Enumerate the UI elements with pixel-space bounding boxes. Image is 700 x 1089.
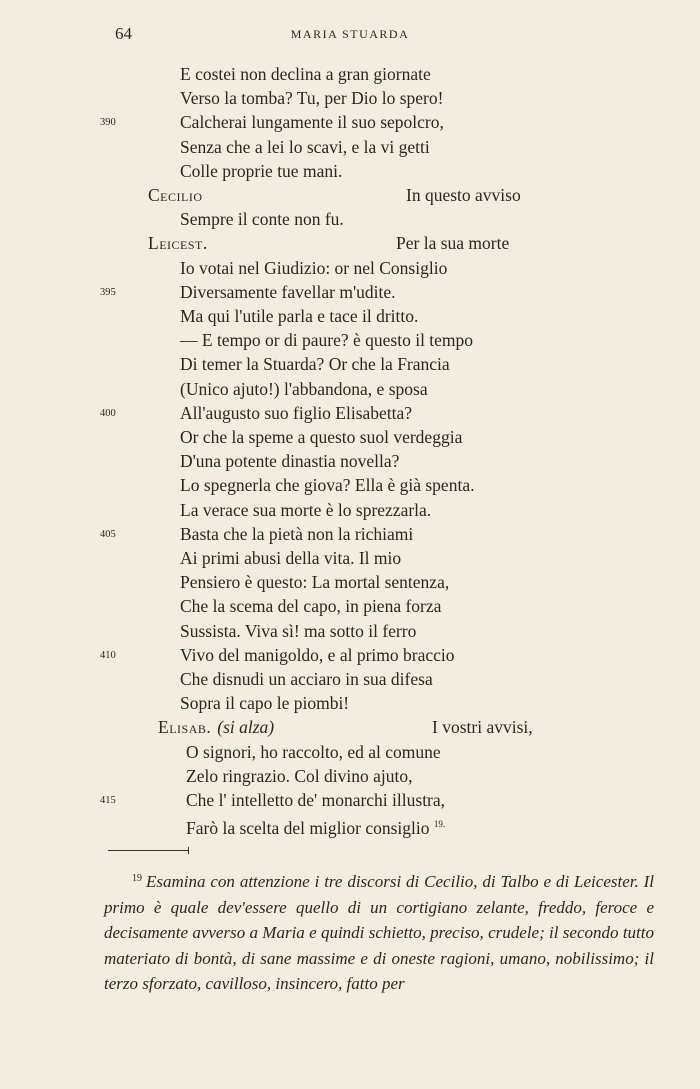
verse-line bbox=[0, 110, 700, 134]
speaker-name bbox=[148, 231, 208, 255]
verse-text-line bbox=[180, 498, 431, 522]
verse-words: Ai primi abusi della vita. Il mio bbox=[180, 548, 402, 568]
verse-words: E costei non declina a gran giornate bbox=[180, 64, 431, 84]
verse-text-line bbox=[180, 667, 433, 691]
verse-text-line bbox=[180, 256, 447, 280]
footnote bbox=[104, 866, 654, 997]
verse-continuation: In questo avviso bbox=[406, 185, 521, 205]
verse-text-line bbox=[180, 546, 401, 570]
verse-words: Che la scema del capo, in piena forza bbox=[180, 596, 442, 617]
verse-words: O signori, ho raccolto, ed al comune bbox=[186, 741, 441, 762]
line-number: 415 bbox=[100, 795, 116, 806]
verse-line bbox=[0, 280, 700, 304]
verse-line bbox=[0, 715, 700, 739]
verse-line bbox=[0, 256, 700, 280]
verse-text-line bbox=[180, 619, 416, 643]
verse-text-line bbox=[180, 522, 413, 546]
footnote-rule bbox=[108, 850, 188, 851]
verse-words: Diversamente favellar m'udite. bbox=[180, 281, 396, 302]
verse-text-line bbox=[180, 304, 418, 328]
verse-text-line bbox=[180, 328, 473, 352]
verse-line bbox=[0, 159, 700, 183]
verse-line bbox=[0, 788, 700, 812]
stage-direction: (si alza) bbox=[217, 717, 275, 738]
running-title: MARIA STUARDA bbox=[290, 27, 410, 41]
footnote-text: Esamina con attenzione i tre discorsi di Cecilio, di Talbo e di Leicester. Il primo è quale dev'essere quello di un cortigiano zelante, freddo, feroce e decisamente avverso a Maria e quindi schietto, preciso, crudele; il secondo tutto materiato di bontà, di sane massime e di oneste ragioni, umano, nobilissimo; il terzo sforzato, cavilloso, insincero, fatto per bbox=[104, 872, 654, 993]
speaker-label: Elisab. bbox=[158, 717, 212, 738]
verse-words: D'una potente dinastia novella? bbox=[180, 451, 400, 472]
verse-line bbox=[0, 498, 700, 522]
verse-words: Sopra il capo le piombi! bbox=[180, 693, 350, 714]
speaker-name bbox=[148, 183, 203, 207]
line-number: 405 bbox=[100, 528, 116, 540]
speaker-label: Leicest. bbox=[148, 233, 208, 254]
verse-text-line bbox=[180, 280, 396, 304]
verse-text-line bbox=[180, 135, 430, 159]
verse-line bbox=[0, 619, 700, 643]
verse-line bbox=[0, 207, 700, 231]
verse-words: La verace sua morte è lo sprezzarla. bbox=[180, 499, 432, 520]
verse-line bbox=[0, 135, 700, 159]
verse-words: Calcherai lungamente il suo sepolcro, bbox=[180, 112, 444, 133]
verse-line bbox=[0, 425, 700, 449]
line-number: 390 bbox=[100, 117, 116, 129]
verse-text-line bbox=[180, 691, 349, 715]
verse-words: Or che la speme a questo suol verdeggia bbox=[180, 427, 463, 447]
line-number: 400 bbox=[100, 407, 116, 419]
verse-words: Vivo del manigoldo, e al primo braccio bbox=[180, 644, 455, 665]
verse-line bbox=[0, 570, 700, 594]
verse-line bbox=[0, 62, 700, 86]
verse-line bbox=[0, 377, 700, 401]
verse-text-line bbox=[180, 570, 449, 594]
verse-text-line bbox=[180, 110, 444, 134]
footnote-reference: 19. bbox=[433, 819, 446, 830]
verse-text-line bbox=[180, 62, 431, 86]
verse-text-line bbox=[186, 764, 412, 788]
verse-text-line bbox=[180, 473, 474, 497]
verse-line bbox=[0, 594, 700, 618]
verse-text-line bbox=[180, 352, 450, 376]
verse-words: — E tempo or di paure? è questo il tempo bbox=[180, 330, 474, 351]
verse-words: Io votai nel Giudizio: or nel Consiglio bbox=[180, 257, 448, 278]
verse-text-line bbox=[180, 594, 441, 618]
verse-text-line bbox=[180, 207, 344, 231]
verse-line bbox=[0, 352, 700, 376]
verse-words: Farò la scelta del miglior consiglio bbox=[186, 818, 430, 839]
verse-text-line bbox=[180, 401, 412, 425]
verse-text-line bbox=[186, 812, 445, 840]
verse-words: Zelo ringrazio. Col divino ajuto, bbox=[186, 765, 413, 786]
verse-words: Verso la tomba? Tu, per Dio lo spero! bbox=[180, 88, 444, 109]
verse-line bbox=[0, 328, 700, 352]
verse-text-line bbox=[180, 425, 462, 449]
verse-line bbox=[0, 812, 700, 839]
verse-text-line bbox=[180, 377, 428, 401]
verse-line bbox=[0, 546, 700, 570]
verse-text-line bbox=[186, 788, 445, 812]
verse-line bbox=[0, 691, 700, 715]
verse-line bbox=[0, 304, 700, 328]
verse-words: Ma qui l'utile parla e tace il dritto. bbox=[180, 306, 419, 326]
line-number: 395 bbox=[100, 286, 116, 298]
page-header bbox=[0, 24, 700, 46]
footnote-mark: 19 bbox=[132, 873, 142, 884]
verse-text-line bbox=[180, 449, 399, 473]
verse-text-line bbox=[180, 159, 342, 183]
verse-words: (Unico ajuto!) l'abbandona, e sposa bbox=[180, 378, 428, 399]
verse-line bbox=[0, 643, 700, 667]
verse-continuation: I vostri avvisi, bbox=[432, 717, 533, 738]
verse-words: All'augusto suo figlio Elisabetta? bbox=[180, 402, 413, 423]
verse-words: Sempre il conte non fu. bbox=[180, 209, 344, 230]
verse-continuation: Per la sua morte bbox=[396, 233, 510, 254]
verse-words: Che disnudi un acciaro in sua difesa bbox=[180, 669, 433, 689]
verse-words: Lo spegnerla che giova? Ella è già spenta. bbox=[180, 475, 475, 496]
speaker-name bbox=[158, 715, 274, 739]
verse-words: Basta che la pietà non la richiami bbox=[180, 523, 414, 544]
verse-words: Senza che a lei lo scavi, e la vi getti bbox=[180, 136, 430, 157]
verse-words: Che l' intelletto de' monarchi illustra, bbox=[186, 790, 446, 810]
verse-line bbox=[0, 401, 700, 425]
verse-text-line bbox=[180, 86, 443, 110]
verse-text-line bbox=[186, 740, 441, 764]
verse-line bbox=[0, 183, 700, 207]
verse-words: Colle proprie tue mani. bbox=[180, 160, 343, 181]
verse-line bbox=[0, 764, 700, 788]
speaker-label: Cecilio bbox=[148, 185, 203, 205]
verse-words: Sussista. Viva sì! ma sotto il ferro bbox=[180, 620, 417, 641]
verse-words: Pensiero è questo: La mortal sentenza, bbox=[180, 572, 450, 593]
page-number: 64 bbox=[115, 24, 132, 43]
verse-line bbox=[0, 231, 700, 255]
verse-line bbox=[0, 740, 700, 764]
verse-line bbox=[0, 667, 700, 691]
verse-text-line bbox=[180, 643, 455, 667]
verse-line bbox=[0, 522, 700, 546]
verse-line bbox=[0, 449, 700, 473]
verse-line bbox=[0, 86, 700, 110]
line-number: 410 bbox=[100, 649, 116, 661]
verse-line bbox=[0, 473, 700, 497]
verse-words: Di temer la Stuarda? Or che la Francia bbox=[180, 354, 450, 375]
